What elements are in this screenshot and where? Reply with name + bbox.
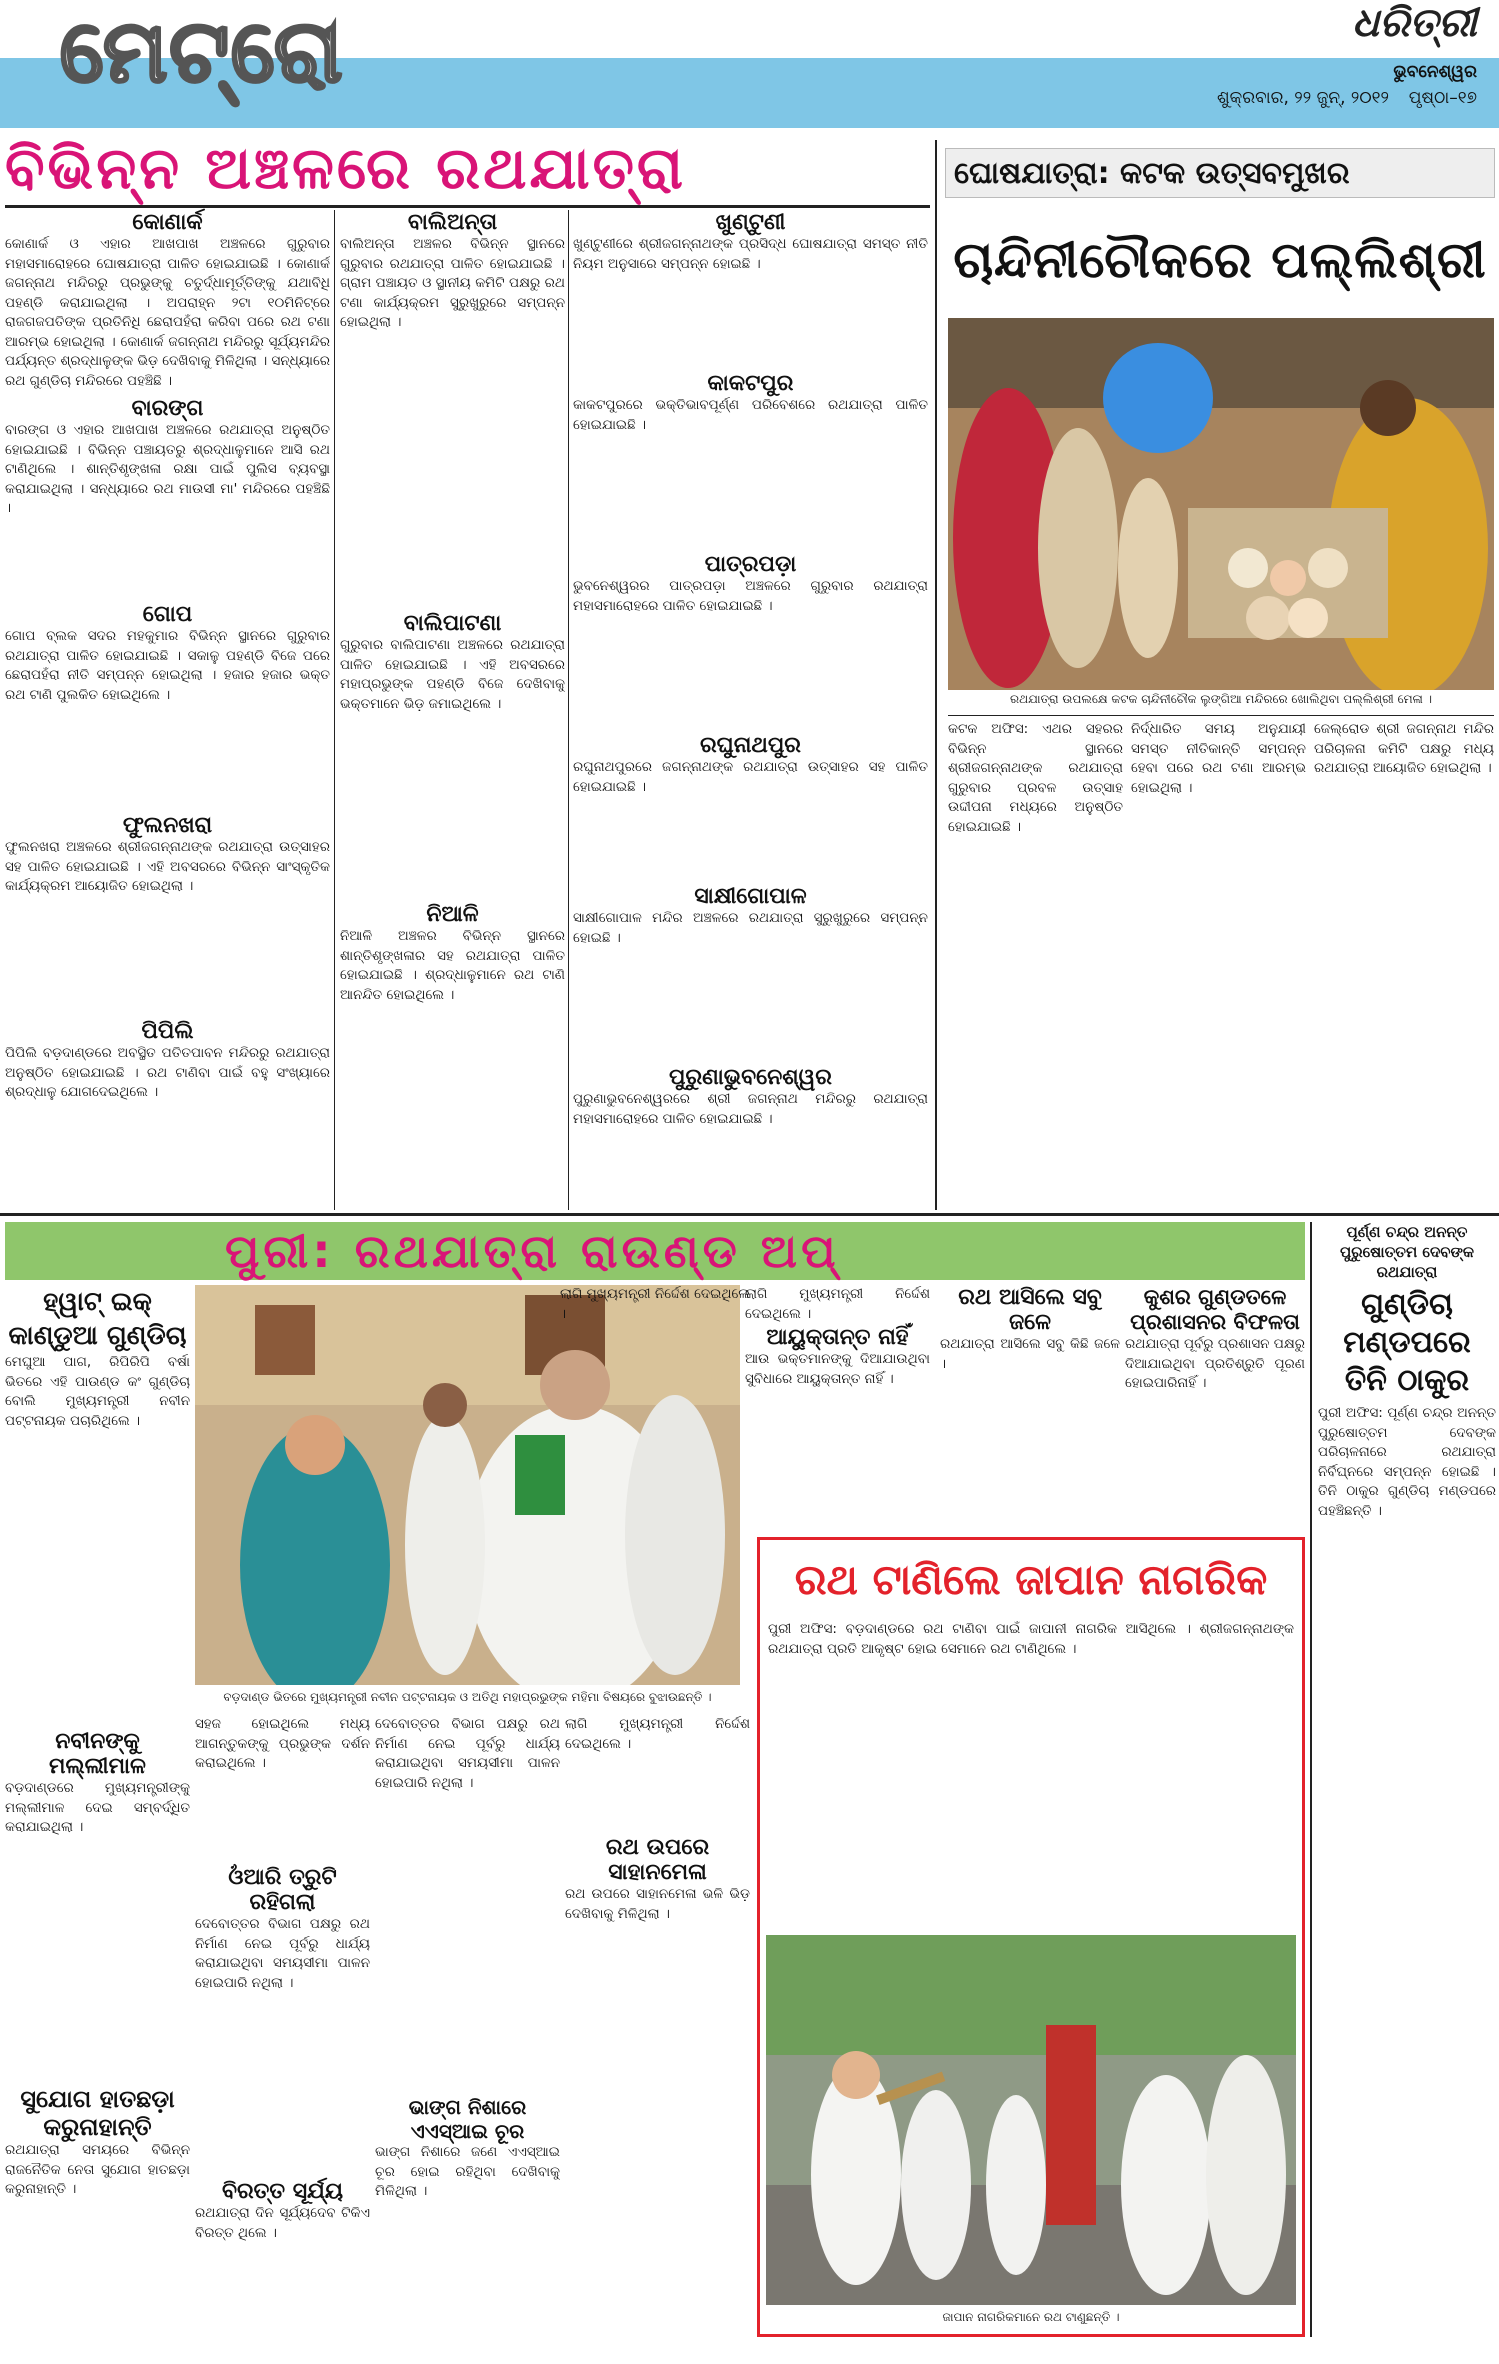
column-bottom-m2 [375, 1715, 560, 2335]
section-title-sakhigopal: ସାକ୍ଷୀଗୋପାଳ [694, 884, 807, 909]
caption-japan: ଜାପାନ ନାଗରିକମାନେ ରଥ ଟାଣୁଛନ୍ତି । [942, 2310, 1120, 2324]
article-cuttack-col3: ଜେଲ୍‌ରୋଡ ଶ୍ରୀ ଜଗନ୍ନାଥ ମନ୍ଦିର ପରିଚାଳନା କମିଟି ପକ୍ଷରୁ ମଧ୍ୟ ରଥଯାତ୍ରା ଆୟୋଜିତ ହୋଇଥିଲା । [1314, 721, 1494, 776]
kicker-cuttack: ଘୋଷଯାତ୍ରା: କଟକ ଉତ୍ସବମୁଖର [945, 148, 1495, 198]
section-title-khuntuni: ଖୁଣ୍ଟୁଣୀ [715, 210, 786, 235]
column-1 [5, 210, 330, 1210]
dateline-city: ଭୁବନେଶ୍ୱର [1393, 62, 1477, 82]
section-title-balianta: ବାଲିଅନ୍ତା [407, 210, 498, 235]
article-patrapada: ଭୁବନେଶ୍ୱରର ପାତ୍ରପଡ଼ା ଅଞ୍ଚଳରେ ଗୁରୁବାର ରଥଯାତ୍ରା ମହାସମାରୋହରେ ପାଳିତ ହୋଇଯାଇଛି । [573, 578, 928, 614]
article-chariot-burns: ରଥଯାତ୍ରା ଆସିଲେ ସବୁ କିଛି ଜଳେ । [940, 1336, 1120, 1372]
article-sun: ରଥଯାତ୍ରା ଦିନ ସୂର୍ଯ୍ୟଦେବ ଟିକିଏ ବିରତ୍ତ ଥିଲେ । [195, 2205, 370, 2241]
headline-admin-failure: କୁଶର ଗୁଣ୍ଡତଳେ ପ୍ରଶାସନର ବିଫଳତା [1130, 1285, 1300, 1334]
article-balianta: ବାଲିଅନ୍ତା ଅଞ୍ଚଳର ବିଭିନ୍ନ ସ୍ଥାନରେ ଗୁରୁବାର ରଥଯାତ୍ରା ପାଳିତ ହୋଇଯାଇଛି । ଗ୍ରାମ ପଞ୍ଚାୟତ ଓ ସ୍ଥାନୀୟ କମିଟି ପକ୍ଷରୁ ରଥ ଟଣା କାର୍ଯ୍ୟକ୍ରମ ସୁରୁଖୁରୁରେ ସମ୍ପନ୍ନ ହୋଇଥିଲା । [340, 236, 565, 330]
article-niali: ନିଆଳି ଅଞ୍ଚଳର ବିଭିନ୍ନ ସ୍ଥାନରେ ଶାନ୍ତିଶୃଙ୍ଖଳାର ସହ ରଥଯାତ୍ରା ପାଳିତ ହୋଇଯାଇଛି । ଶ୍ରଦ୍ଧାଳୁମାନେ ରଥ ଟାଣି ଆନନ୍ଦିତ ହୋଇଥିଲେ । [340, 928, 565, 1003]
section-title-niali: ନିଆଳି [426, 902, 479, 927]
article-continued-3: ଲାଗି ମୁଖ୍ୟମନ୍ତ୍ରୀ ନିର୍ଦ୍ଦେଶ ଦେଇଥିଲେ । [560, 1286, 750, 1322]
puri-banner [5, 1222, 1305, 1280]
article-flaw: ଦେବୋତ୍ତର ବିଭାଗ ପକ୍ଷରୁ ରଥ ନିର୍ମାଣ ନେଇ ପୂର୍ବରୁ ଧାର୍ଯ୍ୟ କରାଯାଇଥିବା ସମୟସୀମା ପାଳନ ହୋଇପାରି ନଥିଲା । [195, 1916, 370, 1991]
column-divider [1310, 1222, 1312, 2337]
column-divider [935, 140, 937, 1210]
headline-bhang: ଭାଙ୍ଗ ନିଶାରେ ଏଏସ୍ଆଇ ଚୂର [408, 2095, 527, 2143]
article-continued-1: ସହଜ ହୋଇଥିଲେ ମଧ୍ୟ ଆଗନ୍ତୁକଙ୍କୁ ପ୍ରଭୁଙ୍କ ଦର୍ଶନ କରାଇଥିଲେ । [195, 1716, 370, 1771]
headline-no-shortage: ଆୟୁକ୍ତାନ୍ତ ନାହିଁ [766, 1325, 909, 1350]
kicker-gundicha: ପୂର୍ଣ୍ଣ ଚନ୍ଦ୍ର ଅନନ୍ତ ପୁରୁଷୋତ୍ତମ ଦେବଙ୍କ ରଥଯାତ୍ରା [1340, 1223, 1474, 1281]
article-kakatpur: କାକଟପୁରରେ ଭକ୍ତିଭାବପୂର୍ଣ୍ଣ ପରିବେଶରେ ରଥଯାତ୍ରା ପାଳିତ ହୋଇଯାଇଛି । [573, 397, 928, 433]
article-khuntuni: ଖୁଣ୍ଟୁଣୀରେ ଶ୍ରୀଜଗନ୍ନାଥଙ୍କ ପ୍ରସିଦ୍ଧ ଘୋଷଯାତ୍ରା ସମସ୍ତ ନୀତି ନିୟମ ଅନୁସାରେ ସମ୍ପନ୍ନ ହୋଇଛି । [573, 236, 928, 272]
article-no-shortage: ଆଉ ଭକ୍ତମାନଙ୍କୁ ଦିଆଯାଉଥିବା ସୁବିଧାରେ ଆୟୁକ୍ତାନ୍ତ ନାହିଁ । [745, 1351, 930, 1387]
headline-opportunity: ସୁଯୋଗ ହାତଛଡ଼ା କରୁନାହାନ୍ତି [20, 2085, 175, 2141]
column-divider [568, 210, 569, 1210]
headline-chariot-burns: ରଥ ଆସିଲେ ସବୁ ଜଳେ [958, 1285, 1102, 1335]
article-raghunathpur: ରଘୁନାଥପୁରରେ ଜଗନ୍ନାଥଙ୍କ ରଥଯାତ୍ରା ଉତ୍ସାହର ସହ ପାଳିତ ହୋଇଯାଇଛି । [573, 759, 928, 795]
article-balipatna: ଗୁରୁବାର ବାଲିପାଟଣା ଅଞ୍ଚଳରେ ରଥଯାତ୍ରା ପାଳିତ ହୋଇଯାଇଛି । ଏହି ଅବସରରେ ମହାପ୍ରଭୁଙ୍କ ପହଣ୍ଡି ବିଜେ ଦେଖିବାକୁ ଭକ୍ତମାନେ ଭିଡ଼ ଜମାଇଥିଲେ । [340, 637, 565, 712]
column-bottom-a [5, 1285, 190, 2335]
article-cuttack-col2: ନିର୍ଦ୍ଧାରିତ ସମୟ ଅନୁଯାୟୀ ସମସ୍ତ ନୀତିକାନ୍ତି ସମ୍ପନ୍ନ ହେବା ପରେ ରଥ ଟଣା ଆରମ୍ଭ ହୋଇଥିଲା । [1131, 721, 1306, 796]
section-title-patrapada: ପାତ୍ରପଡ଼ା [704, 552, 797, 577]
article-boat-fair: ରଥ ଉପରେ ସାହାନମେଳା ଭଳି ଭିଡ଼ ଦେଖିବାକୁ ମିଳିଥିଲା । [565, 1886, 750, 1922]
article-old-bhubaneswar: ପୁରୁଣାଭୁବନେଶ୍ୱରରେ ଶ୍ରୀ ଜଗନ୍ନାଥ ମନ୍ଦିରରୁ ରଥଯାତ୍ରା ମହାସମାରୋହରେ ପାଳିତ ହୋଇଯାଇଛି । [573, 1091, 928, 1127]
column-bottom-c [565, 1715, 750, 2335]
article-continued-2: ଦେବୋତ୍ତର ବିଭାଗ ପକ୍ଷରୁ ରଥ ନିର୍ମାଣ ନେଇ ପୂର୍ବରୁ ଧାର୍ଯ୍ୟ କରାଯାଇଥିବା ସମୟସୀମା ପାଳନ ହୋଇପାରି ନଥିଲା । [375, 1716, 560, 1791]
section-title-konark: କୋଣାର୍କ [132, 210, 203, 235]
article-continued-4: ଲାଗି ମୁଖ୍ୟମନ୍ତ୍ରୀ ନିର୍ଦ୍ଦେଶ ଦେଇଥିଲେ । [565, 1716, 750, 1752]
section-title-pipili: ପିପିଲି [141, 1019, 194, 1044]
article-gop: ଗୋପ ବ୍ଲକ ସଦର ମହକୁମାର ବିଭିନ୍ନ ସ୍ଥାନରେ ଗୁରୁବାର ରଥଯାତ୍ରା ପାଳିତ ହୋଇଯାଇଛି । ସକାଳୁ ପହଣ୍ଡି ବିଜେ ପରେ ଛେରାପହଁରା ନୀତି ସମ୍ପନ୍ନ ହୋଇଥିଲା । ହଜାର ହଜାର ଭକ୍ତ ରଥ ଟାଣି ପୁଲକିତ ହୋଇଥିଲେ । [5, 628, 330, 703]
section-title-barang: ବାରଙ୍ଗ [131, 396, 204, 421]
photo-pallishree-mela [948, 318, 1494, 690]
headline-boat-fair: ରଥ ଉପରେ ସାହାନମେଳା [605, 1835, 710, 1885]
article-japan: ପୁରୀ ଅଫିସ: ବଡ଼ଦାଣ୍ଡରେ ରଥ ଟାଣିବା ପାଇଁ ଜାପାନୀ ନାଗରିକ ଆସିଥିଲେ । ଶ୍ରୀଜଗନ୍ନାଥଙ୍କ ରଥଯାତ୍ରା ପ୍ରତି ଆକୃଷ୍ଟ ହୋଇ ସେମାନେ ରଥ ଟାଣିଥିଲେ । [768, 1621, 1294, 1657]
column-bottom-c2 [745, 1285, 930, 1425]
column-2 [340, 210, 565, 1210]
section-title-balipatna: ବାଲିପାଟଣା [403, 611, 502, 636]
section-title-kakatpur: କାକଟପୁର [707, 371, 794, 396]
column-gundicha [1318, 1222, 1496, 2337]
article-continued-5: ଲାଗି ମୁଖ୍ୟମନ୍ତ୍ରୀ ନିର୍ଦ୍ଦେଶ ଦେଇଥିଲେ । [745, 1286, 930, 1322]
article-sakhigopal: ସାକ୍ଷୀଗୋପାଳ ମନ୍ଦିର ଅଞ୍ଚଳରେ ରଥଯାତ୍ରା ସୁରୁଖୁରୁରେ ସମ୍ପନ୍ନ ହୋଇଛି । [573, 910, 928, 946]
article-bhang: ଭାଙ୍ଗ ନିଶାରେ ଜଣେ ଏଏସ୍ଆଇ ଚୂର ହୋଇ ରହିଥିବା ଦେଖିବାକୁ ମିଳିଥିଲା । [375, 2144, 560, 2199]
headline-pallishree: ଚାନ୍ଦିନୀଚୌକରେ ପଲ୍ଲିଶ୍ରୀ [953, 231, 1487, 289]
section-title-raghunathpur: ରଘୁନାଥପୁର [699, 733, 801, 758]
page-number: ପୃଷ୍ଠା–୧୭ [1408, 88, 1477, 108]
column-3 [573, 210, 928, 1210]
caption-naveen: ବଡ଼ଦାଣ୍ଡ ଭିତରେ ମୁଖ୍ୟମନ୍ତ୍ରୀ ନବୀନ ପଟ୍ଟନାୟକ ଓ ଅତିଥି ମହାପ୍ରଭୁଙ୍କ ମହିମା ବିଷୟରେ ବୁଝାଉଛନ୍ତି । [223, 1690, 712, 1704]
main-headline: ବିଭିନ୍ନ ଅଞ୍ଚଳରେ ରଥଯାତ୍ରା [5, 134, 687, 202]
photo-japan-citizens [766, 1935, 1296, 2305]
column-divider [334, 210, 335, 1210]
headline-flaw: ଓଁଆରି ତ୍ରୁଟି ରହିଗଲା [228, 1865, 337, 1915]
issue-date: ଶୁକ୍ରବାର, ୨୨ ଜୁନ୍, ୨୦୧୨ [1217, 88, 1389, 108]
column-bottom-c-top [560, 1285, 750, 1715]
article-phulnakhara: ଫୁଲନଖରା ଅଞ୍ଚଳରେ ଶ୍ରୀଜଗନ୍ନାଥଙ୍କ ରଥଯାତ୍ରା ଉତ୍ସାହର ସହ ପାଳିତ ହୋଇଯାଇଛି । ଏହି ଅବସରରେ ବିଭିନ୍ନ ସାଂସ୍କୃତିକ କାର୍ଯ୍ୟକ୍ରମ ଆୟୋଜିତ ହୋଇଥିଲା । [5, 839, 330, 894]
section-title-gop: ଗୋପ [142, 602, 193, 627]
article-what-is-kandua: ମେଘୁଆ ପାଗ, ରିପିରିପି ବର୍ଷା ଭିତରେ ଏହି ପାଉଣ୍ଡ କଂ ଗୁଣ୍ଡିଚା ବୋଲି ମୁଖ୍ୟମନ୍ତ୍ରୀ ନବୀନ ପଟ୍ଟନାୟକ ପଚାରିଥିଲେ । [5, 1354, 190, 1429]
headline-japan: ରଥ ଟାଣିଲେ ଜାପାନ ନାଗରିକ [794, 1555, 1268, 1604]
headline-sun: ବିରତ୍ତ ସୂର୍ଯ୍ୟ [222, 2179, 343, 2204]
article-pipili: ପିପିଲି ବଡ଼ଦାଣ୍ଡରେ ଅବସ୍ଥିତ ପତିତପାବନ ମନ୍ଦିରରୁ ରଥଯାତ୍ରା ଅନୁଷ୍ଠିତ ହୋଇଯାଇଛି । ରଥ ଟାଣିବା ପାଇଁ ବହୁ ସଂଖ୍ୟାରେ ଶ୍ରଦ୍ଧାଳୁ ଯୋଗଦେଇଥିଲେ । [5, 1045, 330, 1100]
article-barang: ବାରଙ୍ଗ ଓ ଏହାର ଆଖପାଖ ଅଞ୍ଚଳରେ ରଥଯାତ୍ରା ଅନୁଷ୍ଠିତ ହୋଇଯାଇଛି । ବିଭିନ୍ନ ପଞ୍ଚାୟତରୁ ଶ୍ରଦ୍ଧାଳୁମାନେ ଆସି ରଥ ଟାଣିଥିଲେ । ଶାନ୍ତିଶୃଙ୍ଖଳା ରକ୍ଷା ପାଇଁ ପୁଲିସ ବ୍ୟବସ୍ଥା କରାଯାଇଥିଲା । ସନ୍ଧ୍ୟାରେ ରଥ ମାଉସୀ ମା' ମନ୍ଦିରରେ ପହଞ୍ଚିଛି । [5, 422, 330, 516]
column-bottom-d1 [940, 1285, 1120, 1535]
column-bottom-d2 [1125, 1285, 1305, 1535]
caption-rule [948, 715, 1494, 716]
headline-gundicha: ଗୁଣ୍ଡିଚା ମଣ୍ଡପରେ ତିନି ଠାକୁର [1343, 1287, 1471, 1398]
article-admin-failure: ରଥଯାତ୍ରା ପୂର୍ବରୁ ପ୍ରଶାସନ ପକ୍ଷରୁ ଦିଆଯାଇଥିବା ପ୍ରତିଶ୍ରୁତି ପୂରଣ ହୋଇପାରିନାହିଁ । [1125, 1336, 1305, 1391]
caption-pallishree: ରଥଯାତ୍ରା ଉପଲକ୍ଷେ କଟକ ଚାନ୍ଦିନୀଚୌକ ଲୁଙ୍ଗିଆ ମନ୍ଦିରରେ ଖୋଲିଥିବା ପଲ୍ଲିଶ୍ରୀ ମେଳା । [1010, 692, 1432, 706]
headline-rule [5, 205, 930, 208]
column-bottom-m1 [195, 1715, 370, 2335]
section-divider [0, 1213, 1499, 1216]
section-title-phulnakhara: ଫୁଲନଖରା [122, 813, 213, 838]
puri-banner-title: ପୁରୀ: ରଥଯାତ୍ରା ରାଉଣ୍ଡ ଅପ୍ [225, 1224, 840, 1278]
article-opportunity: ରଥଯାତ୍ରା ସମୟରେ ବିଭିନ୍ନ ରାଜନୈତିକ ନେତା ସୁଯୋଗ ହାତଛଡ଼ା କରୁନାହାନ୍ତି । [5, 2142, 190, 2197]
article-konark: କୋଣାର୍କ ଓ ଏହାର ଆଖପାଖ ଅଞ୍ଚଳରେ ଗୁରୁବାର ମହାସମାରୋହରେ ଘୋଷଯାତ୍ରା ପାଳିତ ହୋଇଯାଇଛି । କୋଣାର୍କ ଜଗନ୍ନାଥ ମନ୍ଦିରରୁ ପ୍ରଭୁଙ୍କୁ ଚତୁର୍ଦ୍ଧାମୂର୍ତ୍ତିଙ୍କୁ ଯଥାବିଧି ପହଣ୍ଡି କରାଯାଇଥିଲା । ଅପରାହ୍ନ ୨ଟା ୧୦ମିନିଟ୍‌ରେ ରାଜଗଜପତିଙ୍କ ପ୍ରତିନିଧି ଛେରାପହଁରା କରିବା ପରେ ରଥ ଟଣା ଆରମ୍ଭ ହୋଇଥିଲା । କୋଣାର୍କ ଜଗନ୍ନାଥ ମନ୍ଦିରରୁ ସୂର୍ଯ୍ୟମନ୍ଦିର ପର୍ଯ୍ୟନ୍ତ ଶ୍ରଦ୍ଧାଳୁଙ୍କ ଭିଡ଼ ଦେଖିବାକୁ ମିଳିଥିଲା । ସନ୍ଧ୍ୟାରେ ରଥ ଗୁଣ୍ଡିଚା ମନ୍ଦିରରେ ପହଞ୍ଚିଛି । [5, 236, 330, 389]
article-gundicha: ପୁରୀ ଅଫିସ: ପୂର୍ଣ୍ଣ ଚନ୍ଦ୍ର ଅନନ୍ତ ପୁରୁଷୋତ୍ତମ ଦେବଙ୍କ ପରିଚାଳନାରେ ରଥଯାତ୍ରା ନିର୍ବିଘ୍ନରେ ସମ୍ପନ୍ନ ହୋଇଛି । ତିନି ଠାକୁର ଗୁଣ୍ଡିଚା ମଣ୍ଡପରେ ପହଞ୍ଚିଛନ୍ତି । [1318, 1405, 1496, 1519]
section-title-old-bhubaneswar: ପୁରୁଣାଭୁବନେଶ୍ୱର [669, 1065, 832, 1090]
article-cuttack-col1: କଟକ ଅଫିସ: ଏଥର ସହରର ବିଭିନ୍ନ ସ୍ଥାନରେ ଶ୍ରୀଜଗନ୍ନାଥଙ୍କ ରଥଯାତ୍ରା ଗୁରୁବାର ପ୍ରବଳ ଉତ୍ସାହ ଉଦ୍ଦୀପନା ମଧ୍ୟରେ ଅନୁଷ୍ଠିତ ହୋଇଯାଇଛି । [948, 721, 1123, 835]
japan-box [757, 1537, 1305, 2337]
masthead [0, 0, 1499, 125]
headline-what-is-kandua: ହ୍ୱାଟ୍ ଇକ୍ କାଣ୍ଡୁଆ ଗୁଣ୍ଡିଚା [8, 1287, 187, 1351]
headline-naveen-garland: ନବୀନଙ୍କୁ ମଲ୍ଲୀମାଳ [49, 1729, 146, 1779]
section-brand: ମେଟ୍ରୋ [60, 2, 345, 102]
newspaper-name: ଧରିତ୍ରୀ [1352, 0, 1477, 46]
article-naveen-garland: ବଡ଼ଦାଣ୍ଡରେ ମୁଖ୍ୟମନ୍ତ୍ରୀଙ୍କୁ ମଲ୍ଲୀମାଳ ଦେଇ ସମ୍ବର୍ଦ୍ଧିତ କରାଯାଇଥିଲା । [5, 1780, 190, 1835]
